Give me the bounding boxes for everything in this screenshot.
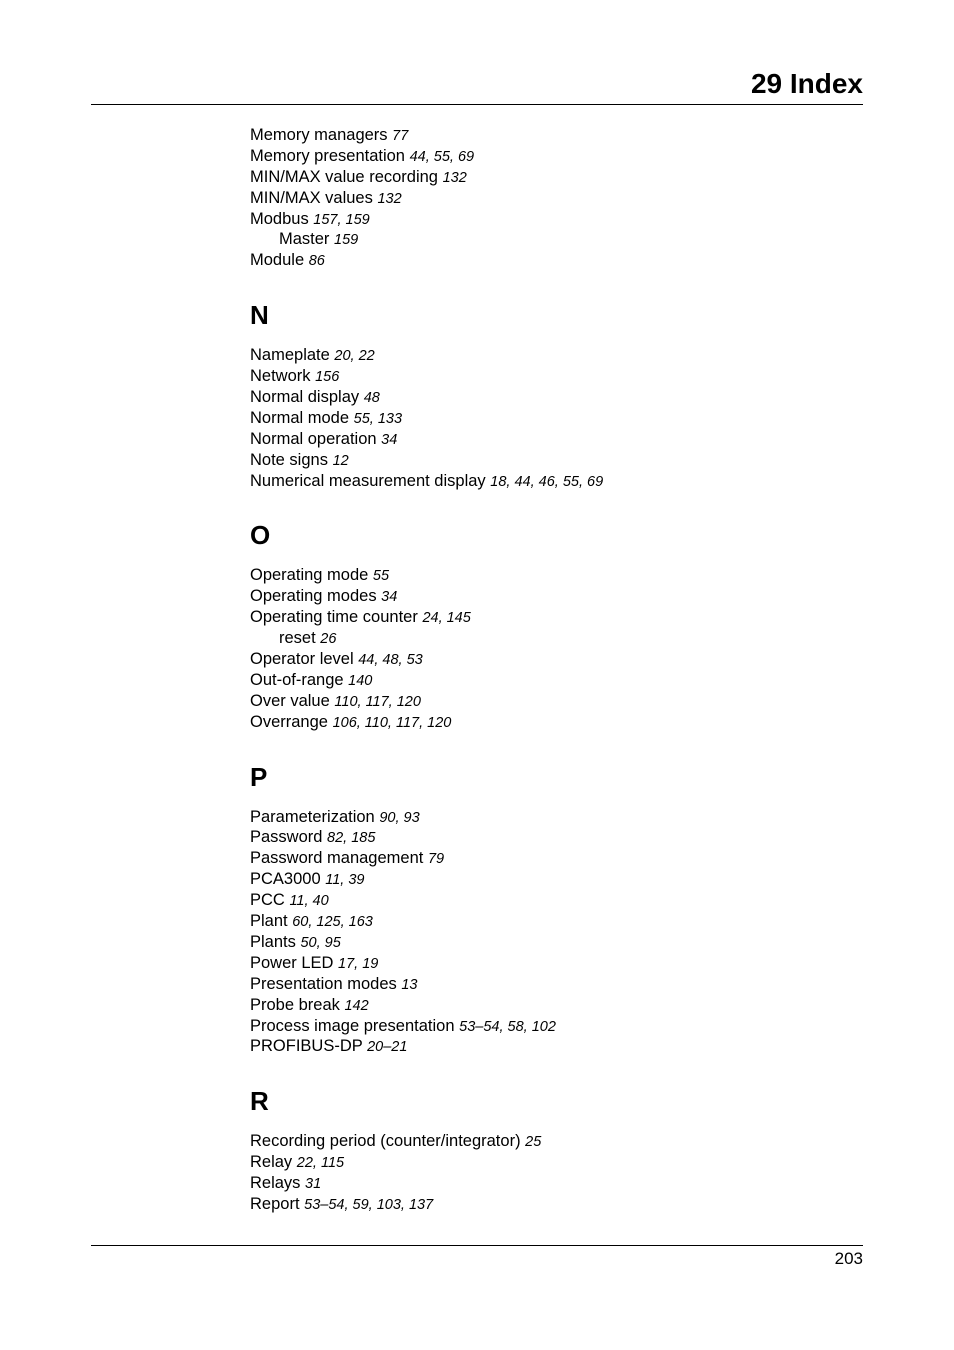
index-section [250,733,850,1058]
entry-page-refs: 140 [348,672,373,689]
section-letter: R [250,1086,269,1117]
index-entry [250,565,850,586]
index-entry [250,125,850,146]
entry-term: MIN/MAX value recording [250,167,438,186]
entry-page-refs: 13 [401,976,418,993]
entry-term: Operator level [250,650,354,669]
entry-term: Over value [250,691,330,710]
index-entry [250,670,850,691]
index-entry [250,869,850,890]
entry-term: Probe break [250,995,340,1014]
entry-page-refs: 132 [377,190,402,207]
entry-page-refs: 20–21 [367,1039,408,1056]
entry-term: PCC [250,891,285,910]
entry-page-refs: 48 [363,390,380,407]
index-subentry [250,628,850,649]
index-entry [250,450,850,471]
header-rule [91,104,863,105]
entry-page-refs: 18, 44, 46, 55, 69 [490,473,604,490]
entry-page-refs: 11, 39 [325,872,365,889]
entry-page-refs: 55, 133 [353,410,403,427]
entry-term: MIN/MAX values [250,188,373,207]
entry-page-refs: 22, 115 [296,1155,345,1172]
index-entry [250,607,850,628]
entry-term: Parameterization [250,807,375,826]
index-entry [250,807,850,828]
entry-term: Power LED [250,953,334,972]
index-entry [250,167,850,188]
entry-page-refs: 53–54, 59, 103, 137 [304,1196,434,1213]
section-letter: N [250,300,269,331]
entry-page-refs: 17, 19 [338,955,379,972]
entry-page-refs: 55 [372,568,390,585]
entry-term: Memory managers [250,126,388,144]
index-entry [250,1194,850,1215]
entry-page-refs: 26 [320,631,337,648]
index-entry [250,974,850,995]
index-entry [250,995,850,1016]
index-entry [250,953,850,974]
entry-term: Master [279,230,330,249]
entry-page-refs: 20, 22 [334,348,375,365]
entry-page-refs: 31 [305,1176,322,1193]
entry-page-refs: 77 [392,128,409,144]
entry-term: Operating mode [250,566,369,585]
entry-page-refs: 53–54, 58, 102 [459,1018,556,1035]
index-section [250,1057,850,1215]
entry-term: Normal display [250,388,360,407]
entry-term: Password [250,828,323,847]
index-entry [250,712,850,733]
entry-term: Process image presentation [250,1016,455,1035]
index-section [250,125,850,271]
index-subentry [250,229,850,250]
entry-page-refs: 44, 55, 69 [409,148,475,165]
entry-term: Overrange [250,712,328,731]
index-entry [250,649,850,670]
entry-term: Report [250,1194,300,1213]
entry-page-refs: 25 [525,1134,542,1151]
index-entry [250,471,850,492]
index-entry [250,345,850,366]
entry-page-refs: 79 [427,851,445,868]
index-entry [250,250,850,271]
entry-page-refs: 110, 117, 120 [334,693,421,710]
entry-page-refs: 34 [381,431,398,448]
index-entry [250,387,850,408]
entry-term: Plants [250,932,296,951]
entry-term: Password management [250,849,424,868]
entry-term: Relays [250,1174,301,1193]
entry-term: reset [279,629,316,648]
index-entry [250,1173,850,1194]
index-entry [250,146,850,167]
entry-term: Modbus [250,209,309,228]
index-entry [250,691,850,712]
index-entry [250,1131,850,1152]
entry-page-refs: 24, 145 [422,610,471,627]
entry-term: Presentation modes [250,974,397,993]
entry-page-refs: 12 [332,452,349,469]
entry-page-refs: 90, 93 [379,809,420,826]
entry-page-refs: 11, 40 [289,893,329,910]
entry-term: Relay [250,1153,293,1172]
entry-term: Network [250,367,311,386]
entry-term: Out-of-range [250,670,344,689]
entry-term: PCA3000 [250,870,321,889]
entry-page-refs: 132 [442,169,467,186]
index-entry [250,408,850,429]
index-body [250,125,850,1215]
entry-page-refs: 142 [344,997,369,1014]
entry-page-refs: 82, 185 [327,830,376,847]
entry-term: Memory presentation [250,146,405,165]
entry-term: Normal operation [250,429,377,448]
index-entry [250,827,850,848]
entry-page-refs: 106, 110, 117, 120 [332,714,452,731]
entry-term: Operating time counter [250,608,418,627]
index-entry [250,911,850,932]
entry-page-refs: 157, 159 [313,211,370,228]
index-entry [250,429,850,450]
entry-term: PROFIBUS-DP [250,1037,363,1056]
index-entry [250,586,850,607]
page-title: 29 Index [750,68,863,99]
index-entry [250,1036,850,1057]
entry-page-refs: 34 [381,589,398,606]
entry-page-refs: 50, 95 [300,934,341,951]
index-entry [250,209,850,230]
entry-page-refs: 60, 125, 163 [292,914,373,931]
entry-page-refs: 44, 48, 53 [358,652,423,669]
entry-term: Recording period (counter/integrator) [250,1132,521,1151]
entry-term: Note signs [250,450,328,469]
entry-term: Plant [250,912,288,931]
section-letter: P [250,761,268,792]
index-entry [250,1016,850,1037]
entry-term: Operating modes [250,587,377,606]
entry-page-refs: 156 [315,369,340,386]
footer-rule [91,1245,863,1246]
entry-term: Numerical measurement display [250,471,486,490]
page-number: 203 [834,1249,863,1268]
index-entry [250,188,850,209]
entry-page-refs: 159 [334,232,359,249]
index-entry [250,932,850,953]
index-entry [250,366,850,387]
index-entry [250,890,850,911]
index-entry [250,848,850,869]
index-entry [250,1152,850,1173]
entry-page-refs: 86 [308,253,325,270]
entry-term: Normal mode [250,408,350,427]
index-section [250,271,850,491]
section-letter: O [250,520,271,551]
index-section [250,491,850,732]
entry-term: Nameplate [250,346,330,365]
entry-term: Module [250,251,305,270]
